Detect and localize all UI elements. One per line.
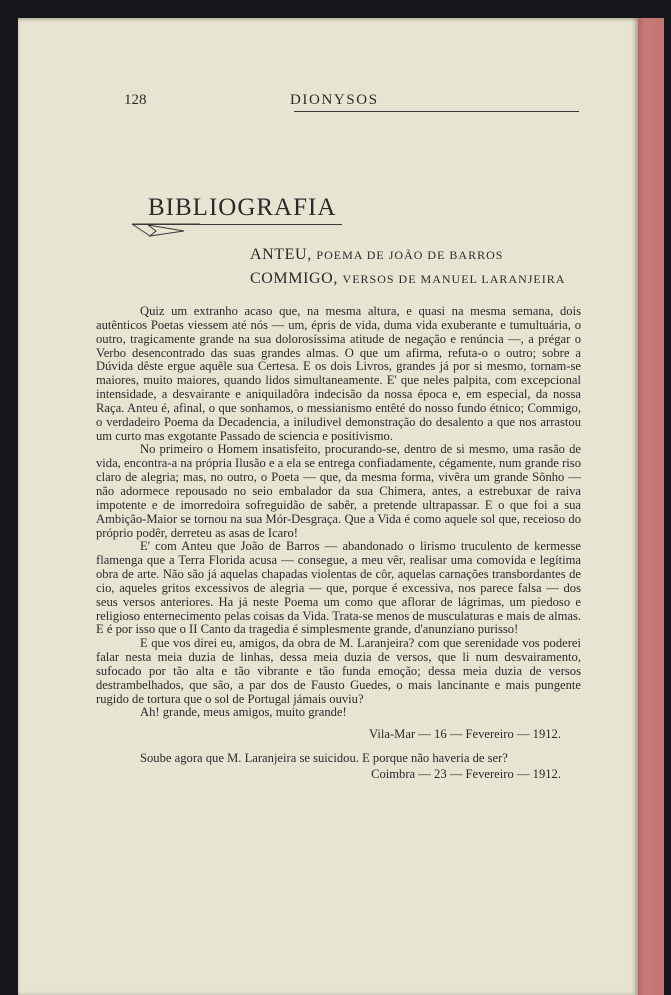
book-subtitle: POEMA DE JOÃO DE BARROS <box>316 248 504 262</box>
page-number: 128 <box>124 92 147 108</box>
paragraph: Ah! grande, meus amigos, muito grande! <box>140 705 347 720</box>
book-entry-anteu <box>250 246 503 264</box>
paragraph: No primeiro o Homem insatisfeito, procurando-se, dentro de si mesmo, uma rasão de vida, encontra-a na própria Ilusão e a ela se entrega confiadamente, cégamente, num grande riso claro de alegria; mas, no outro, o Poeta — que, da mesma forma, vivêra um grande Sônho — não adormece repousado no seio embalador da sua Chimera, antes, a estrebuxar de raiva impotente e de imorredoira sofreguidão de sabêr, a pretende ultrapassar. E o que foi a sua Ambição-Maior se tornou na sua Mór-Desgraça. Que a Vida é como aquele sol que, receioso do próprio podêr, derreteu as asas de Icaro! <box>96 442 581 540</box>
review-body <box>96 305 581 792</box>
page-edge <box>634 18 664 995</box>
running-title: DIONYSOS <box>290 92 379 108</box>
book-title: ANTEU, <box>250 246 312 263</box>
section-title: BIBLIOGRAFIA <box>148 194 337 221</box>
paragraph: E que vos direi eu, amigos, da obra de M. Laranjeira? com que serenidade vos poderei falar nesta meia duzia de linhas, dessa meia duzia de versos, que li num desvairamento, sufocado por tão alta e tão vibrante e tão funda emoção; dessa meia duzia de versos destrambelhados, que são, a par dos de Fausto Guedes, o mais lancinante e mais pungente rugido de tortura que o sol de Portugal jámais ouviu? <box>96 636 581 706</box>
arrow-flourish-icon <box>130 222 202 240</box>
book-subtitle: VERSOS DE MANUEL LARANJEIRA <box>342 272 566 286</box>
signature-dateline: Vila-Mar — 16 — Fevereiro — 1912. <box>369 727 561 742</box>
paragraph: E' com Anteu que João de Barros — abandonado o lirismo truculento de kermesse flamenga que a Terra Florida acusa — consegue, a meu vêr, realisar uma comovida e legítima obra de arte. Não são já aquelas chapadas violentas de côr, aquelas carnações transbordantes de cio, aqueles gritos excessivos de alegria — que, porque é excessiva, nos parece falsa — dos seus versos anteriores. Ha já neste Poema um como que aflorar de lágrimas, um piedoso e religioso enternecimento pelas coisas da Vida. Trata-se menos de musculaturas e mais de almas. E é por isso que o II Canto da tragedia é simplesmente grande, d'anunziano purisso! <box>96 539 581 637</box>
signature-dateline: Coimbra — 23 — Fevereiro — 1912. <box>371 767 561 781</box>
book-title: COMMIGO, <box>250 270 338 287</box>
postscript: Soube agora que M. Laranjeira se suicidou. E porque não haveria de ser? <box>140 751 508 766</box>
page-header <box>124 92 579 114</box>
book-entry-commigo <box>250 270 565 288</box>
paragraph: Quiz um extranho acaso que, na mesma altura, e quasi na mesma semana, dois autênticos Poetas viessem até nós — um, épris de vida, duma vida exuberante e tumultuária, o outro, tragicamente grande na sua dolorosíssima atitude de negação e renúncia —, a prégar o Verbo desencontrado das suas grandes almas. O que um afirma, refuta-o o outro; sobre a Dúvida dêste ergue aquêle sua Certesa. E os dois Livros, grandes já por si mesmo, tornam-se maiores, muito maiores, quando lidos simultaneamente. E' que neles palpita, com excepcional intensidade, a desvairante e aniquiladôra indecisão da nossa época e, em especial, da nossa Raça. Anteu é, afinal, o que sonhamos, o messianismo entêté do nosso fundo étnico; Commigo, o verdadeiro Poema da Decadencia, a iniludivel demonstração do desalento a que nos arrastou um curto mas exgotante Passado de sciencia e positivismo. <box>96 304 581 443</box>
header-rule <box>294 111 579 112</box>
